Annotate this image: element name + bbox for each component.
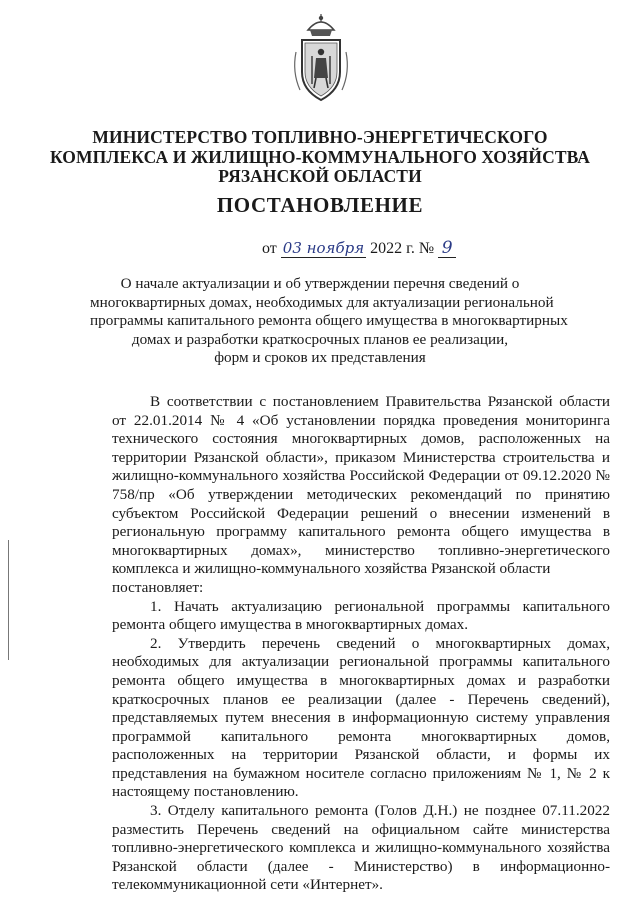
- subject-line: многоквартирных домах, необходимых для актуализации региональной: [90, 293, 554, 311]
- ministry-title-line-3: РЯЗАНСКОЙ ОБЛАСТИ: [218, 166, 422, 186]
- item-1-paragraph: 1. Начать актуализацию региональной программы капитального ремонта общего имущества в многоквартирных домах.: [112, 597, 610, 634]
- document-subject: [90, 275, 568, 368]
- coat-of-arms-icon: [290, 12, 352, 108]
- preamble-resolution-word: постановляет:: [112, 578, 204, 596]
- subject-line: программы капитального ремонта общего имущества в многоквартирных: [90, 312, 568, 330]
- handwritten-number: 9: [438, 239, 456, 258]
- handwritten-date: 03 ноября: [282, 239, 365, 257]
- ministry-title-line-1: МИНИСТЕРСТВО ТОПЛИВНО-ЭНЕРГЕТИЧЕСКОГО: [92, 127, 548, 147]
- date-prefix: от: [262, 240, 277, 257]
- document-body: [112, 393, 610, 895]
- item-3-paragraph: 3. Отделу капитального ремонта (Голов Д.Н.) не позднее 07.11.2022 разместить Перечень сведений на официальном сайте министерства топливно-энергетического комплекса и жилищно-коммунального хозяйства Рязанской области (далее - Министерство) в информационно-телекоммуникационной сети «Интернет».: [112, 802, 610, 894]
- ministry-title-line-2: КОМПЛЕКСА И ЖИЛИЩНО-КОММУНАЛЬНОГО ХОЗЯЙСТВА: [49, 147, 591, 167]
- subject-line: домах и разработки краткосрочных планов ее реализации,: [131, 330, 509, 348]
- subject-line: О начале актуализации и об утверждении перечня сведений о: [120, 275, 520, 292]
- date-year-part: 2022 г. №: [370, 240, 435, 257]
- preamble-paragraph: В соответствии с постановлением Правительства Рязанской области от 22.01.2014 № 4 «Об установлении порядка проведения мониторинга технического состояния многоквартирных домов, расположенных на территории Рязанской области», приказом Министерства строительства и жилищно-коммунального хозяйства Российской Федерации от 09.12.2020 № 758/пр «Об утверждении методических рекомендаций по принятию субъектом Российской Федерации решений о внесении изменений в региональную программу капитального ремонта общего имущества в многоквартирных домах», министерство топливно-энергетического комплекса и жилищно-коммунального хозяйства Рязанской области: [112, 393, 610, 578]
- subject-line: форм и сроков их представления: [214, 349, 426, 367]
- item-2-paragraph: 2. Утвердить перечень сведений о многоквартирных домах, необходимых для актуализации региональной программы капитального ремонта общего имущества в многоквартирных домах и разработки краткосрочных планов ее реализации (далее - Перечень сведений), представляемых путем внесения в информационную систему управления программой капитального ремонта многоквартирных домов, расположенных на территории Рязанской области, и формы их представления на бумажном носителе согласно приложениям № 1, № 2 к настоящему постановлению.: [112, 634, 610, 801]
- scan-margin-line: [8, 540, 9, 660]
- date-line: [262, 237, 456, 261]
- document-type: ПОСТАНОВЛЕНИЕ: [216, 193, 424, 217]
